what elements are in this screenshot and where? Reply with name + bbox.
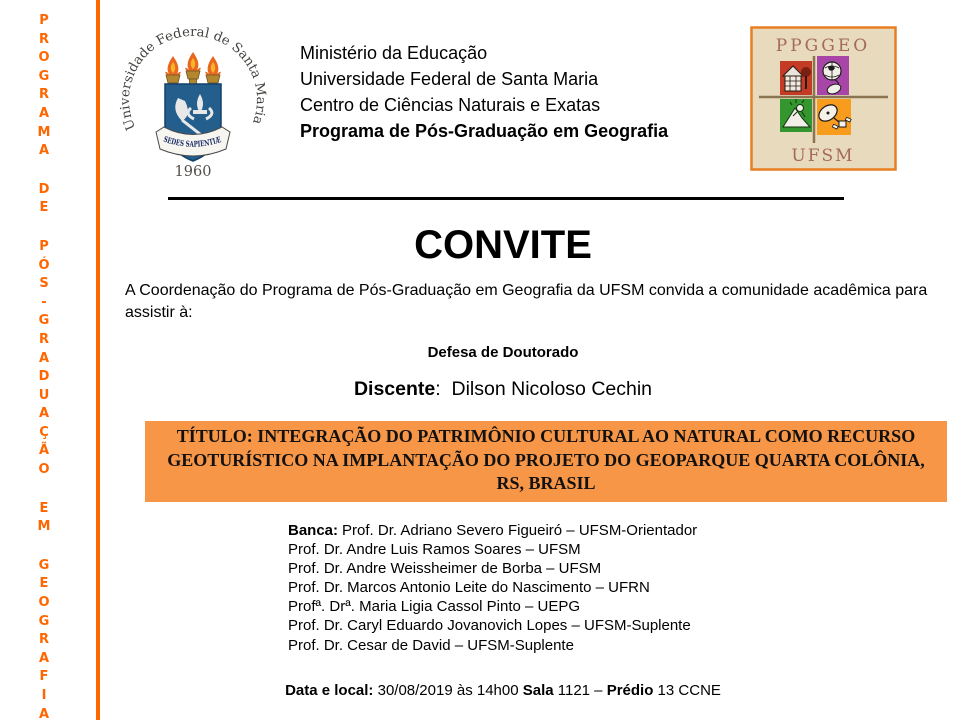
committee-label: Banca: <box>288 522 339 539</box>
student-label: Discente <box>353 378 436 400</box>
rail-letter: E <box>39 200 49 216</box>
rail-word <box>35 12 53 161</box>
rail-letter: A <box>38 650 50 666</box>
rail-letter: M <box>37 124 51 140</box>
rail-letter: P <box>39 13 49 28</box>
student-name: Dilson Nicoloso Cechin <box>451 378 653 400</box>
rail-letter: F <box>39 669 49 685</box>
rail-word <box>35 181 53 218</box>
rail-word <box>35 500 53 537</box>
student-separator: : <box>435 378 452 400</box>
committee-list <box>288 521 697 655</box>
rail-letter: R <box>38 87 49 103</box>
committee-row: Profª. Drª. Maria Ligia Cassol Pinto – UEPG <box>288 598 581 616</box>
rail-letter: A <box>38 706 50 720</box>
rail-letter: E <box>39 576 49 592</box>
rail-letter: R <box>38 632 49 648</box>
building-label: Prédio <box>606 682 654 699</box>
rail-letter: G <box>38 557 50 573</box>
header-line-university: Universidade Federal de Santa Maria <box>300 69 599 89</box>
rail-letter: D <box>38 369 50 385</box>
rail-letter: S <box>39 276 49 292</box>
room-label: Sala <box>522 682 554 699</box>
committee-row <box>288 521 697 540</box>
rail-letter: - <box>41 294 47 310</box>
committee-row: Prof. Dr. Cesar de David – UFSM-Suplente <box>288 636 574 654</box>
building-value: 13 CCNE <box>653 682 721 699</box>
rail-letter: P <box>39 238 49 254</box>
rail-letter: Ã <box>38 443 50 459</box>
rail-letter: I <box>41 688 47 703</box>
header-line-program: Programa de Pós-Graduação em Geografia <box>300 121 669 141</box>
rail-letter: A <box>38 406 50 422</box>
rail-word <box>35 557 53 720</box>
rail-letter: O <box>38 595 50 611</box>
ufsm-seal-logo <box>112 22 274 185</box>
date-value: 30/08/2019 às 14h00 <box>373 682 523 699</box>
institution-header <box>300 40 668 144</box>
header-line-ministry: Ministério da Educação <box>300 43 488 63</box>
committee-row: Prof. Dr. Andre Weissheimer de Borba – UFSM <box>288 560 602 578</box>
rail-word <box>35 238 53 480</box>
rail-letter: G <box>38 313 50 329</box>
committee-row: Prof. Dr. Andre Luis Ramos Soares – UFSM <box>288 541 581 559</box>
rail-letter: M <box>37 519 51 535</box>
header-line-center: Centro de Ciências Naturais e Exatas <box>300 95 601 115</box>
event-type: Defesa de Doutorado <box>427 344 579 361</box>
rail-letter: O <box>38 462 50 478</box>
room-value: 1121 – <box>553 682 607 699</box>
program-vertical-label <box>35 12 53 720</box>
student-line <box>100 378 906 401</box>
seal-year: 1960 <box>174 164 212 180</box>
thesis-title-banner: TÍTULO: INTEGRAÇÃO DO PATRIMÔNIO CULTURAL AO NATURAL COMO RECURSO GEOTURÍSTICO NA IMPLANTAÇÃO DO PROJETO DO GEOPARQUE QUARTA COLÔNIA, RS, BRASIL <box>145 421 947 502</box>
committee-row: Prof. Dr. Caryl Eduardo Jovanovich Lopes – UFSM-Suplente <box>288 617 691 635</box>
rail-letter: A <box>38 350 50 366</box>
rail-letter: O <box>38 50 50 66</box>
ppggeo-title: PPGGEO <box>775 36 871 56</box>
rail-letter: G <box>38 613 50 629</box>
rail-letter: E <box>39 500 49 516</box>
rail-letter: R <box>38 31 49 47</box>
date-location-line <box>100 682 906 699</box>
rail-letter: U <box>38 387 50 403</box>
rail-letter: A <box>38 105 50 121</box>
rail-letter: G <box>38 68 50 84</box>
rail-letter: Ó <box>38 257 50 273</box>
committee-row: Prof. Dr. Marcos Antonio Leite do Nascimento – UFRN <box>288 579 650 597</box>
divider-line <box>168 197 844 200</box>
rail-letter: A <box>38 143 50 159</box>
seal-circular-text: Universidade Federal de Santa Maria <box>117 24 269 133</box>
seal-motto: SEDES SAPIENTIÆ <box>162 133 225 149</box>
ppggeo-logo <box>750 26 897 176</box>
date-label: Data e local: <box>285 682 374 699</box>
intro-paragraph: A Coordenação do Programa de Pós-Graduação em Geografia da UFSM convida a comunidade acadêmica para assistir à: <box>125 282 928 321</box>
ppggeo-subtitle: UFSM <box>791 146 855 166</box>
page-title: CONVITE <box>414 223 592 267</box>
rail-letter: R <box>38 331 49 347</box>
rail-letter: Ç <box>39 424 49 440</box>
rail-letter: D <box>38 181 50 197</box>
committee-member: Prof. Dr. Adriano Severo Figueiró – UFSM-Orientador <box>342 522 698 539</box>
